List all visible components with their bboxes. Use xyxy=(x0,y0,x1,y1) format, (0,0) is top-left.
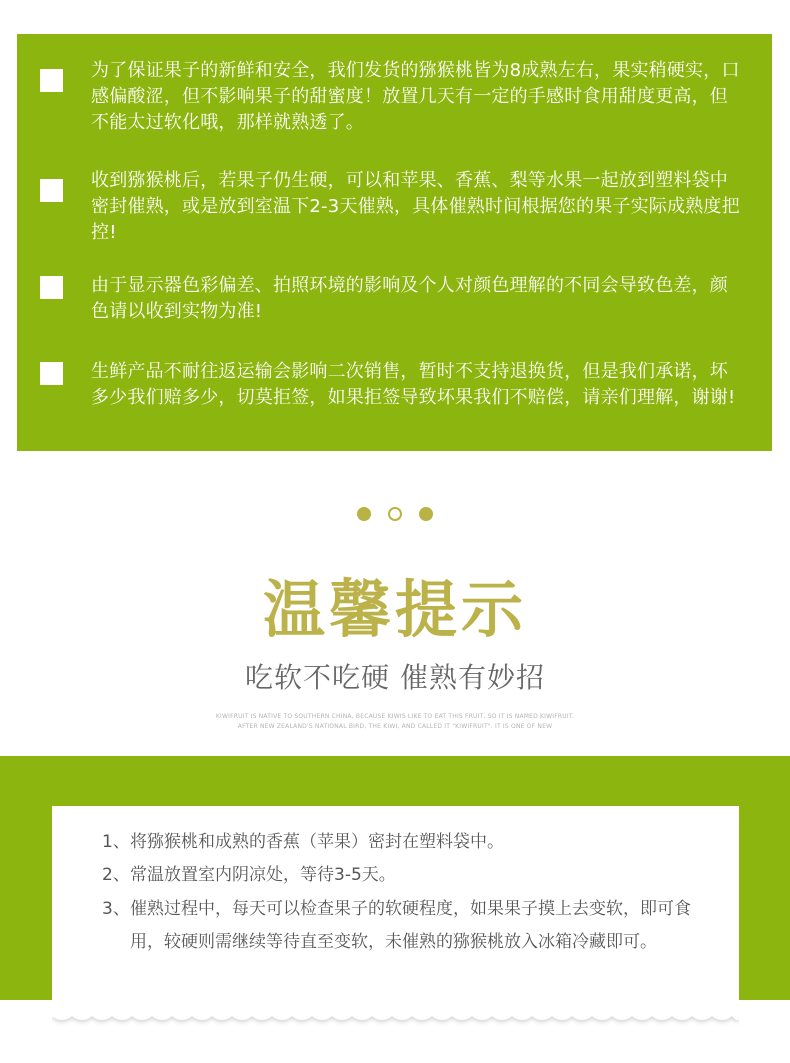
dot-filled-icon xyxy=(419,507,433,521)
notice-panel xyxy=(17,34,772,451)
dot-filled-icon xyxy=(357,507,371,521)
checkbox-square-icon xyxy=(40,362,63,385)
tip-number: 2、 xyxy=(102,865,130,885)
checkbox-square-icon xyxy=(40,69,63,92)
notice-text: 为了保证果子的新鲜和安全，我们发货的猕猴桃皆为8成熟左右，果实稍硬实，口感偏酸涩，但不影响果子的甜蜜度！放置几天有一定的手感时食用甜度更高，但不能太过软化哦，那样就熟透了。 xyxy=(91,60,740,133)
dot-separator xyxy=(0,507,790,523)
checkbox-square-icon xyxy=(40,276,63,299)
tips-card xyxy=(52,806,739,1016)
notice-text: 生鲜产品不耐往返运输会影响二次销售，暂时不支持退换货，但是我们承诺，坏多少我们赔多少，切莫拒签，如果拒签导致坏果我们不赔偿，请亲们理解，谢谢! xyxy=(91,361,736,408)
fine-print-line: AFTER NEW ZEALAND'S NATIONAL BIRD, THE KIWI, AND CALLED IT "KIWIFRUIT". IT IS ONE OF NEW xyxy=(237,723,553,730)
tip-number: 3、 xyxy=(102,899,130,919)
section-title: 温馨提示 xyxy=(262,573,527,646)
wavy-edge-decoration xyxy=(52,1000,739,1040)
tip-text: 常温放置室内阴凉处，等待3-5天。 xyxy=(130,865,396,885)
tip-text: 将猕猴桃和成熟的香蕉（苹果）密封在塑料袋中。 xyxy=(130,832,504,852)
fine-print-line: KIWIFRUIT IS NATIVE TO SOUTHERN CHINA, BECAUSE KIWIS LIKE TO EAT THIS FRUIT, SO IT IS NAMED KIWIFRUIT. xyxy=(215,713,575,720)
notice-text: 由于显示器色彩偏差、拍照环境的影响及个人对颜色理解的不同会导致色差，颜色请以收到实物为准! xyxy=(91,275,728,322)
dot-ring-icon xyxy=(388,507,402,521)
tip-number: 1、 xyxy=(102,832,130,852)
checkbox-square-icon xyxy=(40,179,63,202)
section-subtitle: 吃软不吃硬 催熟有妙招 xyxy=(245,661,545,694)
notice-text: 收到猕猴桃后，若果子仍生硬，可以和苹果、香蕉、梨等水果一起放到塑料袋中密封催熟，或是放到室温下2-3天催熟，具体催熟时间根据您的果子实际成熟度把控! xyxy=(91,170,740,243)
tip-text: 催熟过程中，每天可以检查果子的软硬程度，如果果子摸上去变软，即可食用，较硬则需继续等待直至变软，未催熟的猕猴桃放入冰箱冷藏即可。 xyxy=(130,899,691,952)
